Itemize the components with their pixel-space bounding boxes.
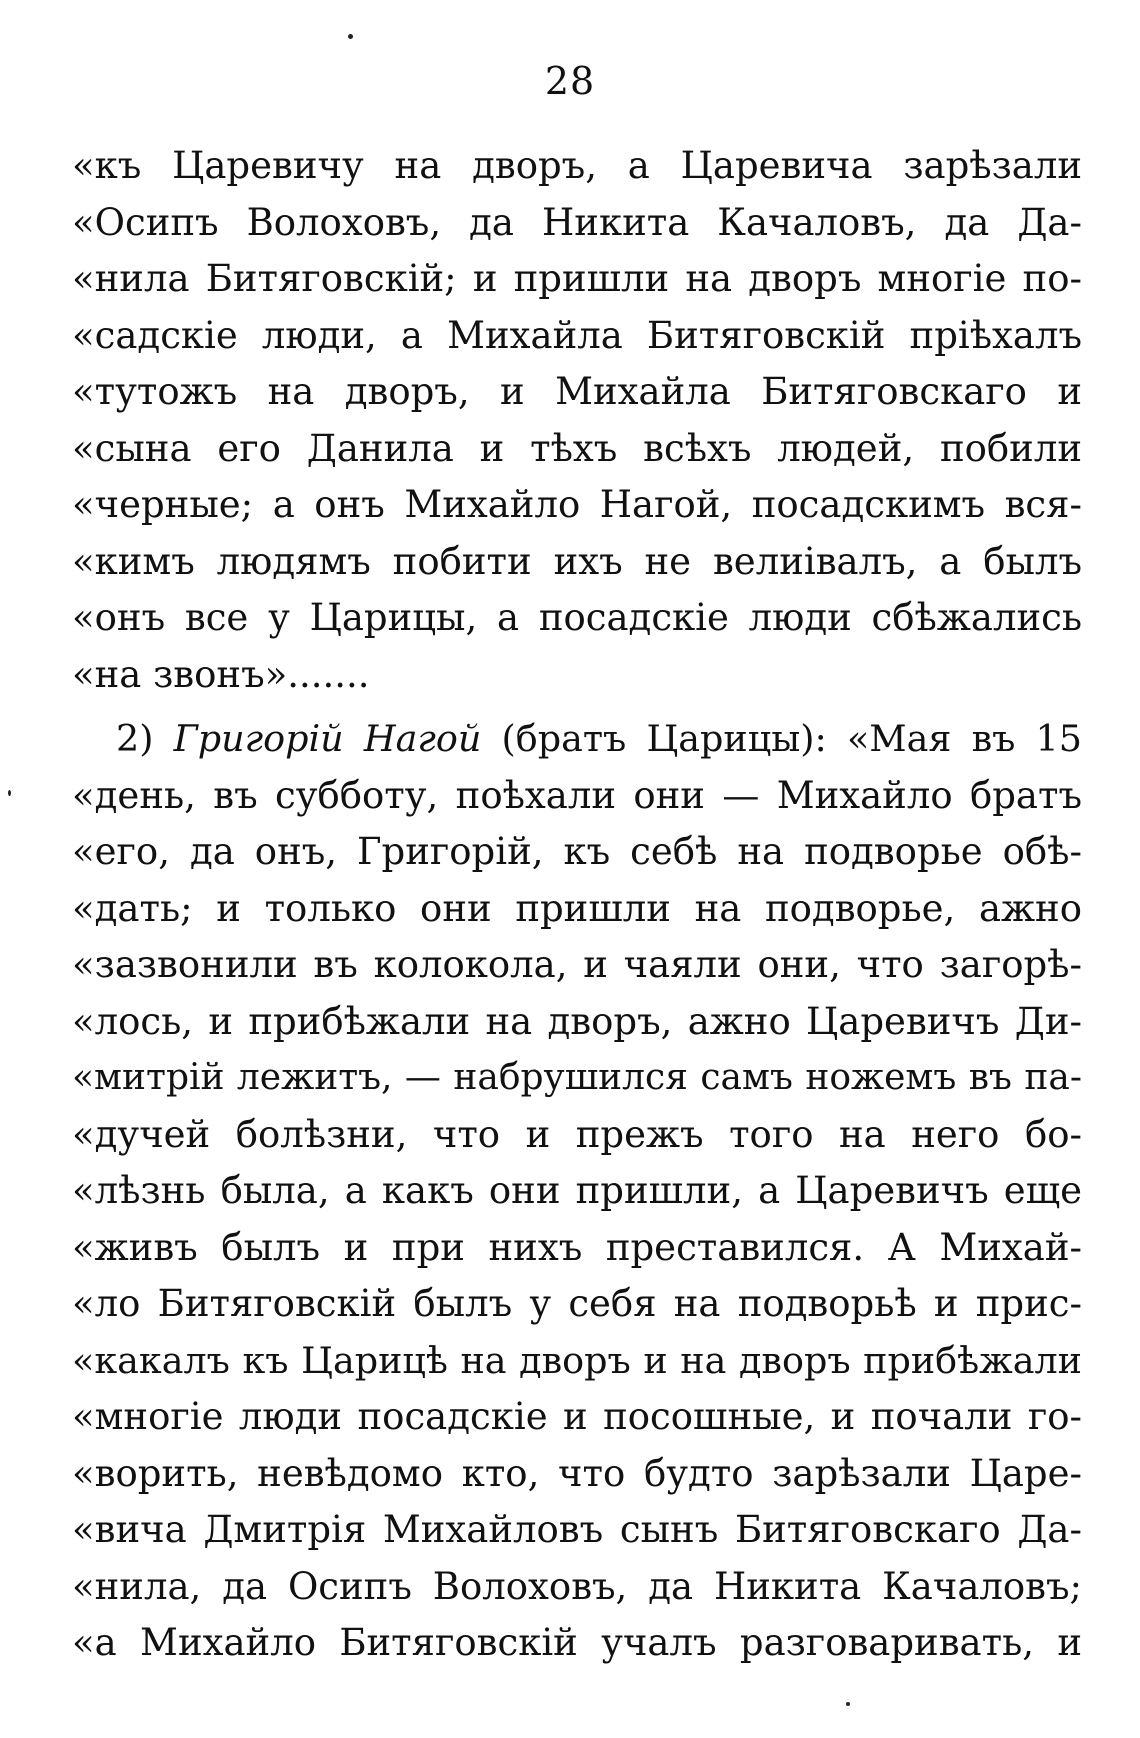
text-line: «черные; а онъ Михайло Нагой, посадскимъ вся-	[72, 483, 1082, 526]
witness-name: Григорій Нагой	[173, 717, 482, 760]
text-line: «къ Царевичу на дворъ, а Царевича зарѣзали	[72, 144, 1082, 187]
section-number: 2)	[116, 717, 154, 760]
text-line: «дучей болѣзни, что и прежъ того на него бо-	[72, 1112, 1082, 1156]
text-line: «Осипъ Волоховъ, да Никита Качаловъ, да Да-	[72, 200, 1082, 244]
text-line: «тутожъ на дворъ, и Михайла Битяговскаго и	[72, 370, 1082, 413]
text-line: «на звонъ».......	[72, 652, 370, 696]
text-line: «день, въ субботу, поѣхали они — Михайло братъ	[72, 773, 1082, 817]
print-speck	[348, 34, 353, 39]
text-line: «нила Битяговскій; и пришли на дворъ многіе по-	[72, 257, 1082, 300]
text-line: «его, да онъ, Григорій, къ себѣ на подворье обѣ-	[72, 830, 1082, 873]
text-line: «лѣзнь была, а какъ они пришли, а Царевичъ еще	[72, 1169, 1082, 1212]
text-line: «ворить, невѣдомо кто, что будто зарѣзали Царе-	[72, 1451, 1082, 1495]
text-line: «садскіе люди, а Михайла Битяговскій пріѣхалъ	[72, 313, 1082, 357]
text-line: «ло Битяговскій былъ у себя на подворьѣ и прис-	[72, 1282, 1082, 1325]
section-2-first-line	[72, 711, 1082, 768]
print-speck	[846, 1702, 850, 1706]
page-number: 28	[544, 59, 596, 103]
text-line: «дать; и только они пришли на подворье, ажно	[72, 886, 1082, 930]
text-line: «онъ все у Царицы, а посадскіе люди сбѣжались	[72, 596, 1082, 639]
text-line: «нила, да Осипъ Волоховъ, да Никита Качаловъ;	[72, 1564, 1082, 1608]
section-2-intro: (братъ Царицы): «Мая въ 15	[501, 717, 1082, 760]
text-line: «лось, и прибѣжали на дворъ, ажно Царевичъ Ди-	[72, 999, 1082, 1043]
text-line: «сына его Данила и тѣхъ всѣхъ людей, побили	[72, 426, 1082, 470]
print-speck	[8, 790, 11, 796]
text-line: «а Михайло Битяговскій учалъ разговаривать, и	[72, 1621, 1082, 1664]
text-line: «вича Дмитрія Михайловъ сынъ Битяговскаго Да-	[72, 1508, 1082, 1551]
text-line: «митрій лежитъ, — набрушился самъ ножемъ въ па-	[72, 1057, 1082, 1098]
text-line: «живъ былъ и при нихъ преставился. А Михай-	[72, 1225, 1082, 1269]
body-text	[72, 138, 1082, 1672]
text-line: «кимъ людямъ побити ихъ не велиівалъ, а былъ	[72, 539, 1082, 583]
text-line: «какалъ къ Царицѣ на дворъ и на дворъ прибѣжали	[72, 1338, 1082, 1382]
text-line: «зазвонили въ колокола, и чаяли они, что загорѣ-	[72, 943, 1082, 986]
text-line: «многіе люди посадскіе и посошные, и почали го-	[72, 1395, 1082, 1438]
